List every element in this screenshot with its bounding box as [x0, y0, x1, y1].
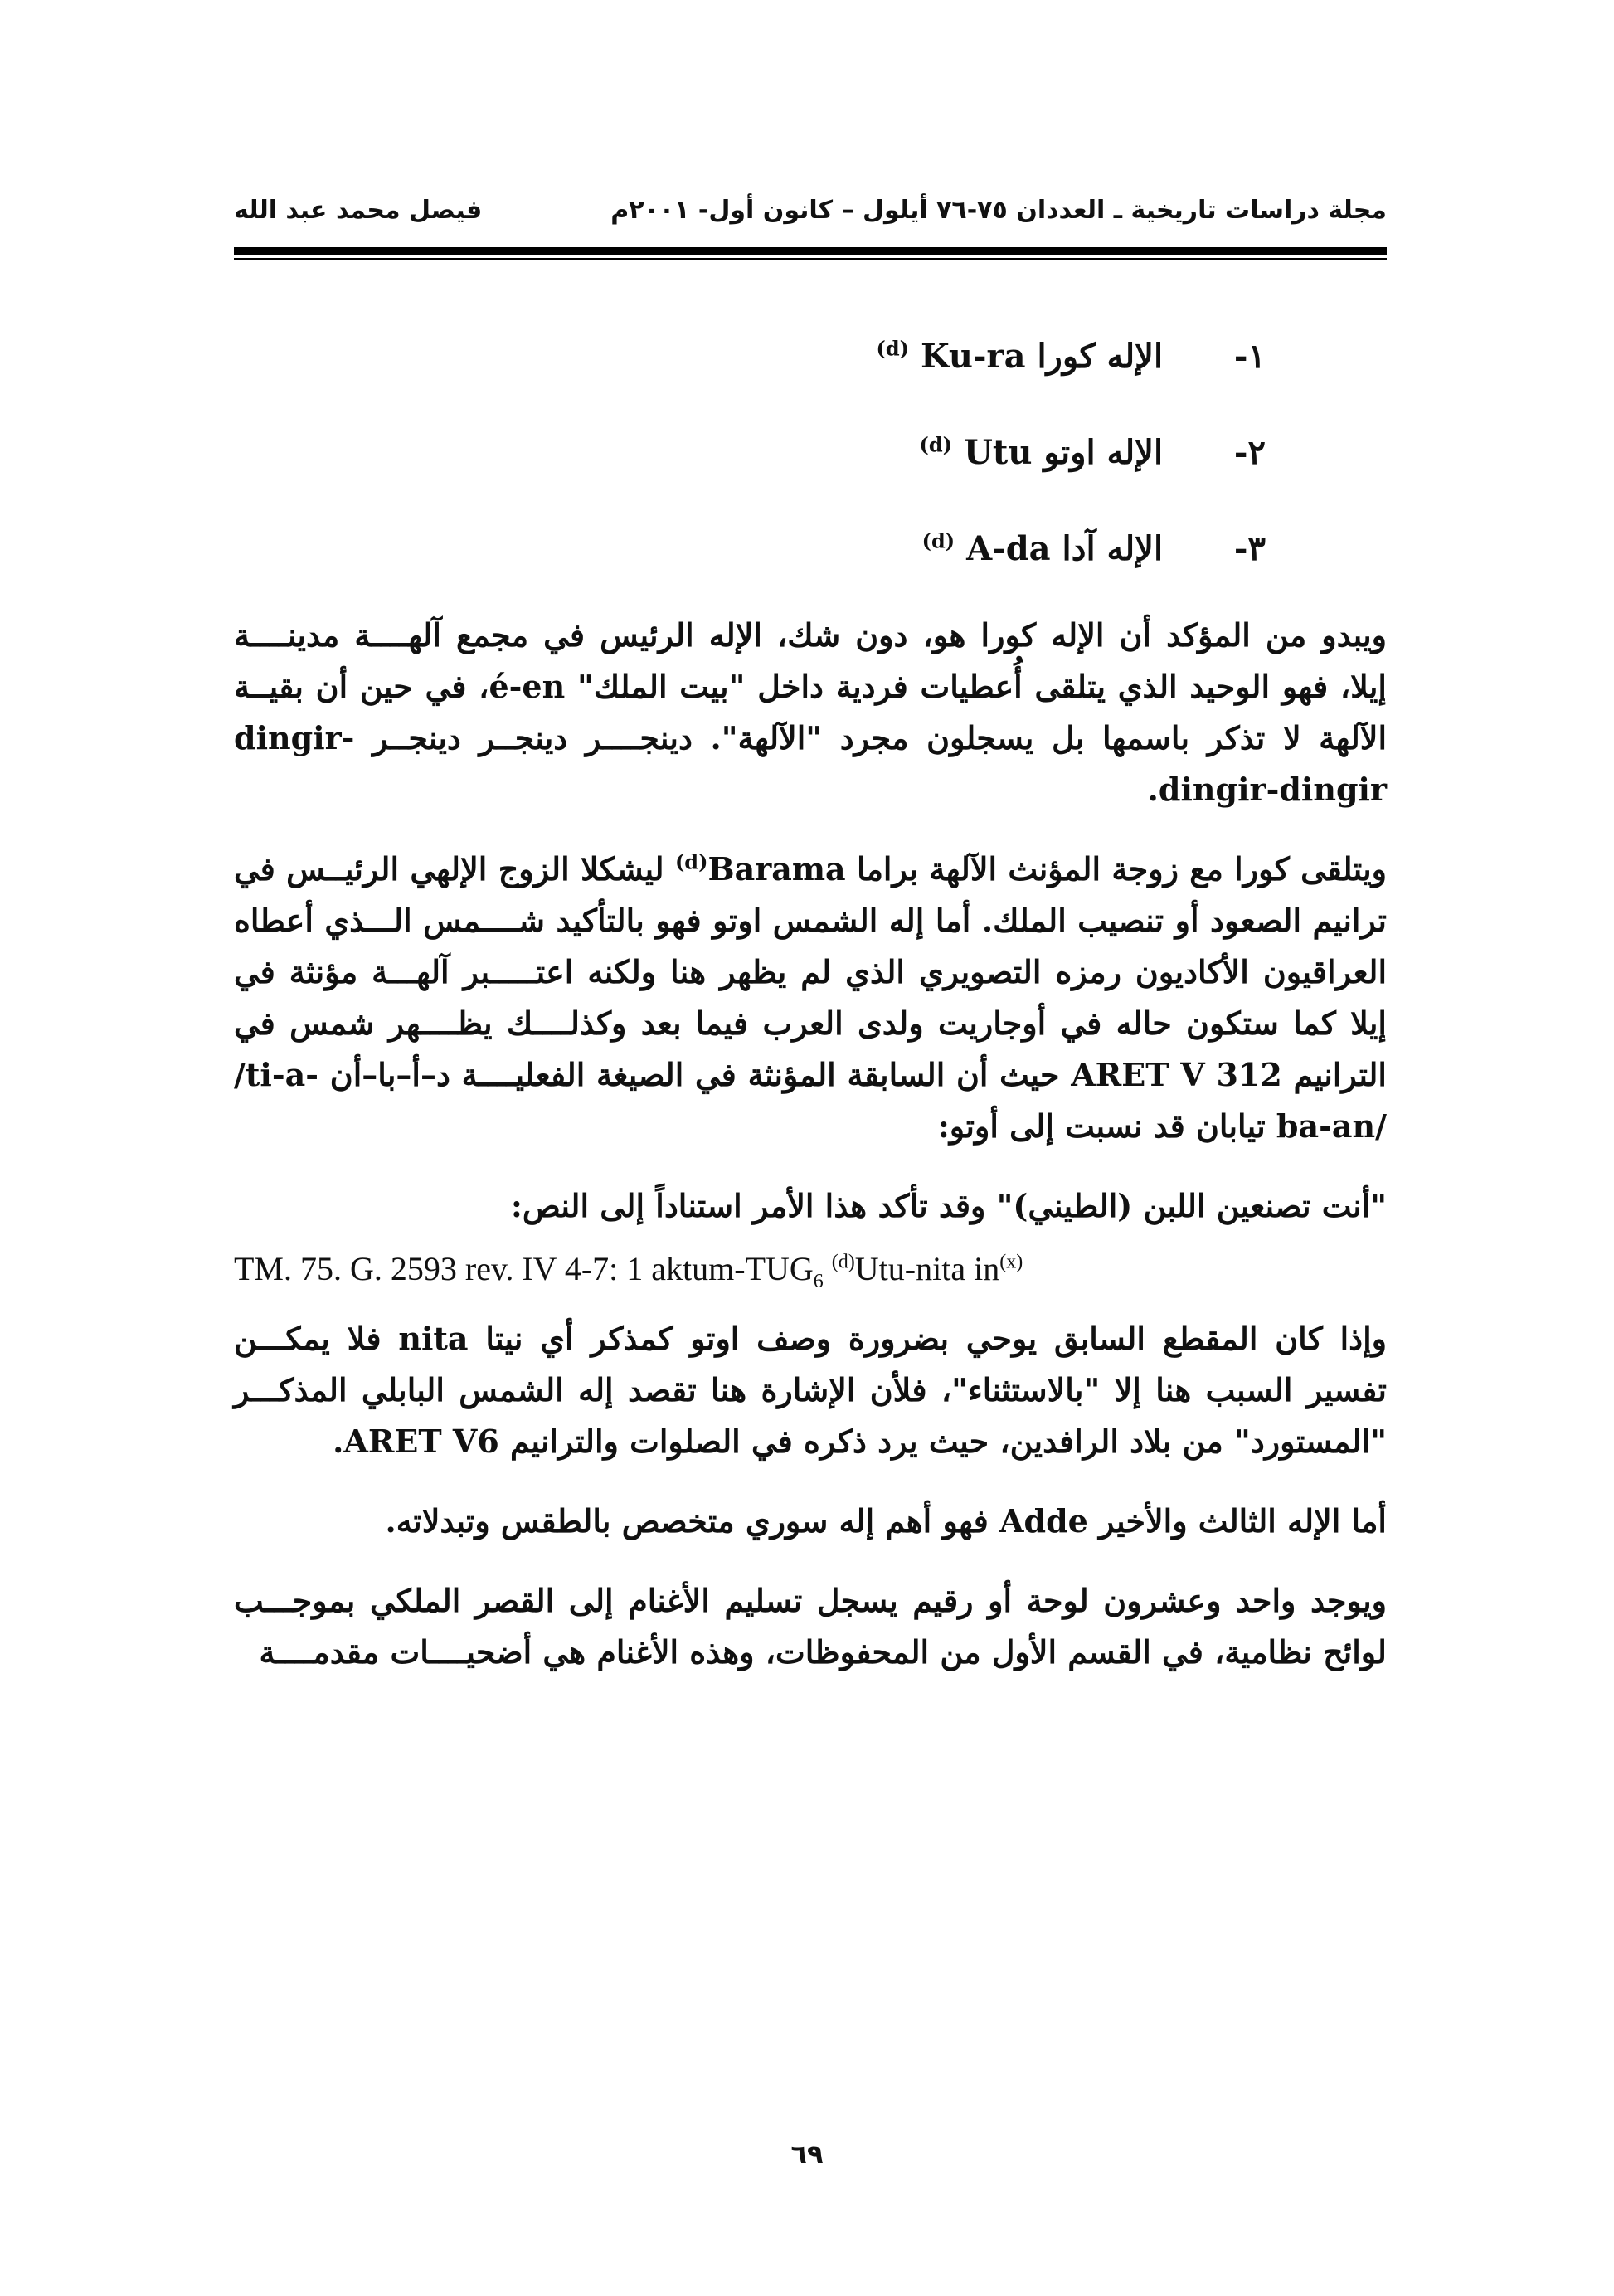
superscript: (x)	[999, 1251, 1023, 1273]
deity-item	[685, 524, 1266, 620]
deity-list	[685, 332, 1266, 620]
determinative: (d)	[921, 528, 955, 553]
text-run: وإذا كان المقطع السابق يوحي بضرورة وصف اوتو كمذكر أي نيتا	[468, 1320, 1387, 1357]
text-run: ، في حين أن بقيــة الآلهة لا تذكر باسمها بل يسجلون مجرد "الآلهة". دينجــــر دينجــر دينجــر	[234, 668, 1387, 756]
deity-number: ٣-	[1233, 529, 1266, 568]
text-run: .	[333, 1423, 344, 1460]
text-run: فهو أهم إله سوري متخصص بالطقس وتبدلاته.	[385, 1502, 1000, 1540]
paragraph-nita	[234, 1313, 1387, 1467]
page-number: ٦٩	[790, 2138, 824, 2170]
text-run: أما الإله الثالث والأخير	[1087, 1502, 1387, 1540]
term-adde: Adde	[999, 1502, 1088, 1540]
text-run: .	[1147, 771, 1159, 808]
deity-transliteration: A-da	[966, 529, 1051, 568]
deity-number: ٢-	[1233, 433, 1266, 472]
term-nita: nita	[398, 1320, 469, 1357]
running-header	[234, 196, 1387, 246]
term-aret-v6: ARET V6	[343, 1423, 499, 1460]
header-rule-thick	[234, 247, 1387, 255]
citation-text: TM. 75. G. 2593 rev. IV 4-7: 1 aktum-TUG	[234, 1250, 814, 1287]
subscript: 6	[813, 1271, 824, 1292]
journal-title: مجلة دراسات تاريخية ـ العددان ٧٥-٧٦ أيلول – كانون أول- ٢٠٠١م	[610, 196, 1387, 225]
paragraph-adde	[234, 1496, 1387, 1547]
term-aret-v-312: ARET V 312	[1071, 1056, 1282, 1093]
text-run: تيابان قد نسبت إلى أوتو:	[937, 1107, 1276, 1145]
header-rule-thin	[234, 258, 1387, 260]
deity-arabic-name: الإله كورا	[1037, 337, 1164, 376]
paragraph-chief-god	[234, 610, 1387, 815]
text-run: ويبدو من المؤكد أن الإله كورا هو، دون شك، الإله الرئيس في مجمع آلهــــة مدينــــة إيلا، فهو الوحيد الذي يتلقى أُعطيات فردية داخل "بيت الملك"	[234, 616, 1387, 705]
determinative: (d)	[919, 432, 953, 457]
term-dingir: dingir-dingir-dingir	[234, 719, 1387, 808]
author-name: فيصل محمد عبد الله	[234, 196, 483, 225]
deity-latin-name	[920, 433, 1033, 472]
deity-arabic-name: الإله اوتو	[1043, 433, 1164, 472]
deity-transliteration: Utu	[963, 433, 1033, 472]
body-text	[234, 610, 1387, 1706]
deity-arabic-name: الإله آدا	[1062, 529, 1164, 568]
text-citation	[234, 1243, 1387, 1295]
paragraph-quote: "أنت تصنعين اللبن (الطيني)" وقد تأكد هذا الأمر استناداً إلى النص:	[510, 1187, 1387, 1224]
citation-text: Utu-nita in	[854, 1250, 1000, 1287]
term-e-en: é-en	[489, 668, 566, 705]
deity-item	[685, 428, 1266, 524]
deity-number: ١-	[1233, 337, 1266, 376]
deity-latin-name	[922, 529, 1051, 568]
determinative: (d)	[831, 1251, 855, 1273]
determinative: (d)	[876, 336, 909, 361]
determinative: (d)	[674, 849, 708, 874]
term-text: Barama	[707, 850, 846, 888]
text-run: ليشكلا الزوج الإلهي الرئيــس في ترانيم الصعود أو تنصيب الملك. أما إله الشمس اوتو فهو بالتأكيد شــــمس الـــذي أعطاه العراقيون الأكاديون رمزه التصويري الذي لم يظهر هنا ولكنه اعتـــــبر آلهـــة مؤنثة في إيلا كما ستكون حاله في أوجاريت ولدى العرب فيما بعد وكذلــــك يظــــهر شمس في الترانيم	[234, 850, 1387, 1093]
text-run: ويتلقى كورا مع زوجة المؤنث الآلهة براما	[845, 850, 1387, 888]
term-ti-a-ba-an: /ti-a-ba-an/	[234, 1056, 1387, 1145]
text-run: حيث أن السابقة المؤنثة في الصيغة الفعليــــة د–أ–با–أن	[318, 1056, 1072, 1093]
deity-latin-name	[877, 337, 1026, 376]
text-run: فلا يمكـــن تفسير السبب هنا إلا "بالاستثناء"، فلأن الإشارة هنا تقصد إله الشمس البابلي المذكـــر "المستورد" من بلاد الرافدين، حيث يرد ذكره في الصلوات والترانيم	[234, 1320, 1387, 1460]
paragraph-barama-utu	[234, 844, 1387, 1152]
deity-transliteration: Ku-ra	[920, 337, 1026, 376]
term-barama	[675, 850, 846, 888]
paragraph-sheep: ويوجد واحد وعشرون لوحة أو رقيم يسجل تسليم الأغنام إلى القصر الملكي بموجـــب لوائح نظامية، في القسم الأول من المحفوظات، وهذه الأغنام هي أضحيــــات مقدمــــة	[234, 1582, 1387, 1671]
deity-item	[685, 332, 1266, 428]
